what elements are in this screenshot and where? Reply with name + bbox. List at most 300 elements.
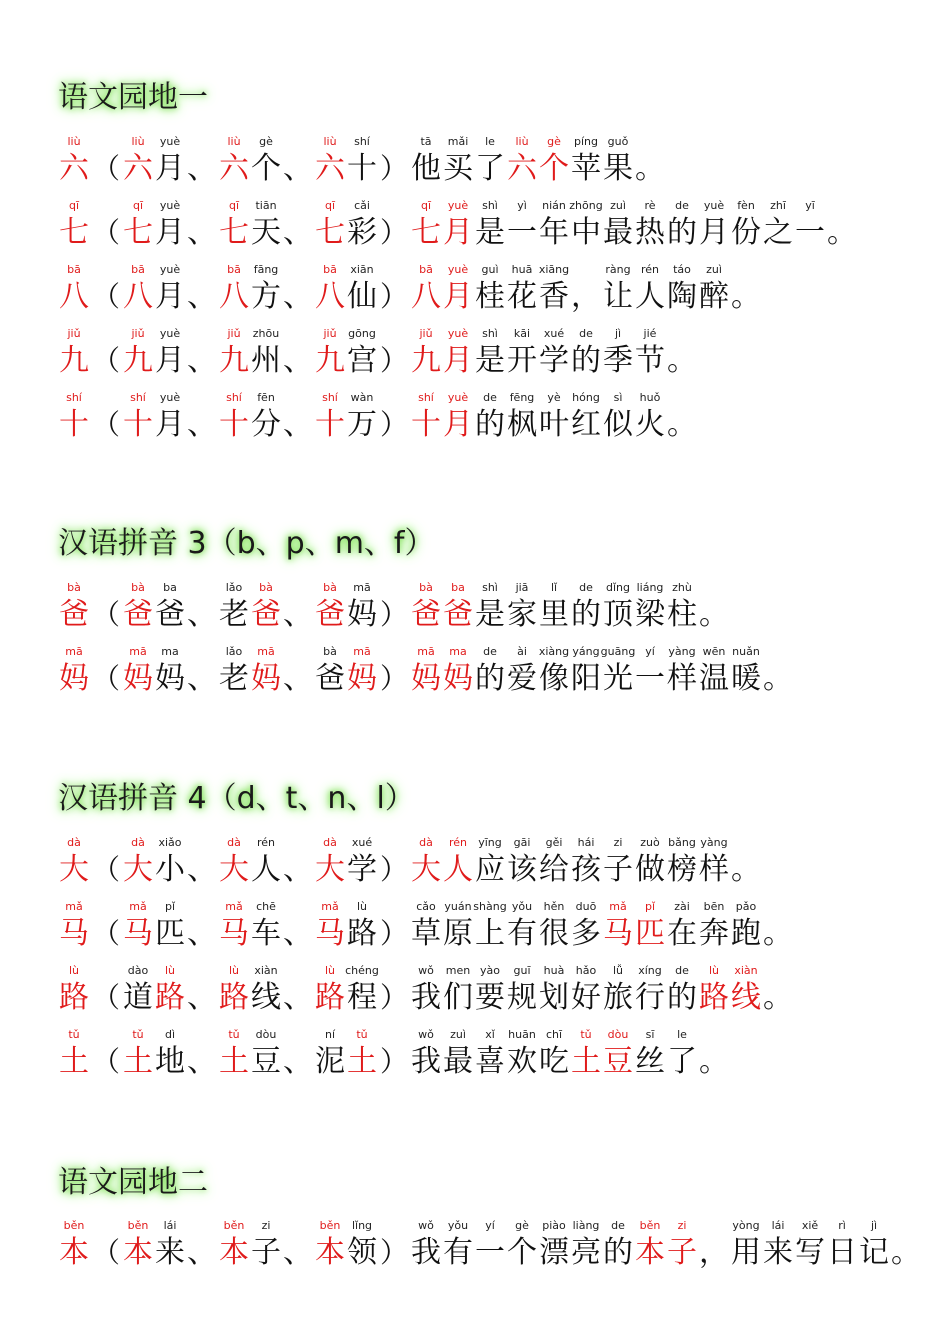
pinyin: běn <box>319 1219 341 1232</box>
character <box>474 644 506 698</box>
character <box>698 262 730 316</box>
pinyin: xiàng <box>538 645 570 658</box>
character <box>154 644 186 698</box>
hanzi: 叶 <box>539 407 569 442</box>
pinyin: ba <box>163 581 177 594</box>
pinyin: guì <box>481 263 499 276</box>
hanzi: 是 <box>475 597 505 632</box>
pinyin: bà <box>419 581 433 594</box>
character <box>506 835 538 889</box>
character <box>602 198 634 252</box>
pinyin: de <box>579 581 593 594</box>
pinyin: tiān <box>255 199 277 212</box>
hanzi: 热 <box>635 215 665 250</box>
pinyin: dà <box>131 836 145 849</box>
hanzi: 在 <box>667 916 697 951</box>
hanzi: 丝 <box>635 1044 665 1079</box>
hanzi: 八 <box>411 279 441 314</box>
pinyin: mǎ <box>225 900 243 913</box>
pinyin: tǔ <box>356 1028 368 1041</box>
highlighted-character <box>346 1027 378 1081</box>
hanzi: 、 <box>187 215 217 250</box>
hanzi: 妈 <box>123 661 153 696</box>
hanzi: 土 <box>347 1044 377 1079</box>
pinyin: qī <box>420 199 432 212</box>
character <box>314 1027 346 1081</box>
hanzi: 。 <box>763 980 793 1015</box>
pinyin: tǔ <box>68 1028 80 1041</box>
hanzi: 顶 <box>603 597 633 632</box>
hanzi: 万 <box>347 407 377 442</box>
pinyin: jì <box>614 327 622 340</box>
pinyin: de <box>483 645 497 658</box>
highlighted-character <box>122 580 154 634</box>
character <box>250 198 282 252</box>
hanzi: 子 <box>667 1235 697 1270</box>
pinyin: yuè <box>159 263 181 276</box>
pinyin: zuì <box>706 263 722 276</box>
pinyin: dòu <box>255 1028 277 1041</box>
character <box>698 580 730 634</box>
character <box>250 1027 282 1081</box>
highlighted-character <box>634 899 666 953</box>
highlighted-character <box>122 198 154 252</box>
pinyin: dà <box>323 836 337 849</box>
pinyin: shí <box>418 391 434 404</box>
hanzi: （ <box>91 981 120 1014</box>
character <box>346 963 378 1017</box>
hanzi: 年 <box>539 215 569 250</box>
pinyin: qī <box>228 199 240 212</box>
highlighted-character <box>634 1218 666 1272</box>
pinyin: nuǎn <box>732 645 760 658</box>
highlighted-character <box>58 262 90 316</box>
character <box>506 390 538 444</box>
hanzi: 七 <box>59 215 89 250</box>
pinyin: fèn <box>737 199 755 212</box>
hanzi: 、 <box>283 343 313 378</box>
hanzi: 路 <box>219 980 249 1015</box>
hanzi: ） <box>379 216 408 249</box>
character <box>762 963 794 1017</box>
pinyin: rén <box>256 836 276 849</box>
hanzi: 月 <box>155 215 185 250</box>
pinyin: gè <box>547 135 561 148</box>
character <box>666 198 698 252</box>
character <box>282 262 314 316</box>
character <box>90 835 122 889</box>
hanzi: 多 <box>571 916 601 951</box>
highlighted-character <box>250 580 282 634</box>
pinyin: hái <box>577 836 595 849</box>
hanzi: 、 <box>187 279 217 314</box>
character <box>346 262 378 316</box>
highlighted-character <box>410 262 442 316</box>
highlighted-character <box>410 326 442 380</box>
hanzi: 月 <box>443 407 473 442</box>
hanzi: 香 <box>539 279 569 314</box>
highlighted-character <box>218 390 250 444</box>
pinyin: liù <box>131 135 145 148</box>
highlighted-character <box>442 198 474 252</box>
hanzi: 大 <box>123 852 153 887</box>
hanzi: 、 <box>283 852 313 887</box>
hanzi: 我 <box>411 1235 441 1270</box>
character <box>570 580 602 634</box>
hanzi: 、 <box>283 1044 313 1079</box>
hanzi: 来 <box>763 1235 793 1270</box>
character <box>762 1218 794 1272</box>
highlighted-character <box>410 644 442 698</box>
highlighted-character <box>666 1218 698 1272</box>
character <box>570 1218 602 1272</box>
hanzi: 十 <box>347 151 377 186</box>
character <box>442 134 474 188</box>
character <box>826 198 858 252</box>
pinyin: zuì <box>450 1028 466 1041</box>
pinyin: tǔ <box>132 1028 144 1041</box>
hanzi: 一 <box>475 1235 505 1270</box>
highlighted-character <box>442 835 474 889</box>
hanzi: 的 <box>475 661 505 696</box>
hanzi: 枫 <box>507 407 537 442</box>
character <box>698 198 730 252</box>
character <box>282 1218 314 1272</box>
hanzi: 本 <box>59 1235 89 1270</box>
highlighted-character <box>218 835 250 889</box>
character <box>826 1218 858 1272</box>
hanzi: ） <box>379 152 408 185</box>
highlighted-character <box>602 899 634 953</box>
hanzi: 有 <box>507 916 537 951</box>
character <box>154 262 186 316</box>
hanzi: 。 <box>667 343 697 378</box>
pinyin: xǐ <box>485 1028 495 1041</box>
character <box>570 326 602 380</box>
hanzi: 八 <box>219 279 249 314</box>
hanzi: （ <box>91 280 120 313</box>
hanzi: 、 <box>283 151 313 186</box>
character <box>634 198 666 252</box>
character <box>474 134 506 188</box>
character <box>314 644 346 698</box>
hanzi: 我 <box>411 980 441 1015</box>
character <box>634 835 666 889</box>
hanzi: 匹 <box>155 916 185 951</box>
character <box>186 390 218 444</box>
character <box>378 1027 410 1081</box>
pinyin: nián <box>542 199 566 212</box>
hanzi: 做 <box>635 852 665 887</box>
hanzi: 买 <box>443 151 473 186</box>
character <box>218 580 250 634</box>
hanzi: 梁 <box>635 597 665 632</box>
character <box>346 390 378 444</box>
highlighted-character <box>58 134 90 188</box>
character <box>474 1027 506 1081</box>
hanzi: 本 <box>635 1235 665 1270</box>
character <box>250 1218 282 1272</box>
highlighted-character <box>154 963 186 1017</box>
pinyin: yuè <box>447 263 469 276</box>
hanzi: 欢 <box>507 1044 537 1079</box>
highlighted-character <box>410 390 442 444</box>
highlighted-character <box>122 1218 154 1272</box>
pinyin: lù <box>68 964 80 977</box>
hanzi: 记 <box>859 1235 889 1270</box>
character <box>698 1027 730 1081</box>
character <box>634 1027 666 1081</box>
highlighted-character <box>218 1027 250 1081</box>
section-heading: 汉语拼音 3（b、p、m、f） <box>58 526 435 561</box>
character <box>250 134 282 188</box>
pinyin: lǎo <box>225 645 243 658</box>
character <box>282 198 314 252</box>
pinyin: lǐng <box>351 1219 373 1232</box>
sentence-row <box>58 128 666 188</box>
hanzi: 写 <box>795 1235 825 1270</box>
hanzi: 很 <box>539 916 569 951</box>
pinyin: dào <box>127 964 149 977</box>
hanzi: 八 <box>59 279 89 314</box>
hanzi: 、 <box>187 407 217 442</box>
pinyin: jì <box>870 1219 878 1232</box>
pinyin: shì <box>482 199 498 212</box>
hanzi: （ <box>91 1236 120 1269</box>
pinyin: gěi <box>545 836 563 849</box>
hanzi: 了 <box>475 151 505 186</box>
hanzi: 、 <box>187 1235 217 1270</box>
pinyin: xíng <box>638 964 662 977</box>
hanzi: 路 <box>347 916 377 951</box>
hanzi: 七 <box>315 215 345 250</box>
pinyin: mā <box>417 645 435 658</box>
pinyin: xiě <box>801 1219 819 1232</box>
character <box>378 134 410 188</box>
highlighted-character <box>698 963 730 1017</box>
pinyin: dòu <box>607 1028 629 1041</box>
hanzi: 月 <box>443 279 473 314</box>
pinyin: men <box>445 964 471 977</box>
sentence-row <box>58 957 794 1017</box>
character <box>250 326 282 380</box>
pinyin: zhōu <box>252 327 280 340</box>
pinyin: bà <box>67 581 81 594</box>
hanzi: 七 <box>411 215 441 250</box>
hanzi: 节 <box>635 343 665 378</box>
hanzi: 、 <box>187 597 217 632</box>
pinyin: mā <box>65 645 83 658</box>
pinyin: yǒu <box>511 900 533 913</box>
pinyin: bēn <box>703 900 725 913</box>
character <box>634 644 666 698</box>
pinyin: lǐ <box>550 581 558 594</box>
character <box>602 644 634 698</box>
character <box>250 390 282 444</box>
character <box>378 262 410 316</box>
hanzi: 榜 <box>667 852 697 887</box>
pinyin: rì <box>838 1219 846 1232</box>
character <box>154 1027 186 1081</box>
character <box>346 134 378 188</box>
hanzi: 。 <box>891 1235 921 1270</box>
character <box>282 899 314 953</box>
highlighted-character <box>410 580 442 634</box>
character <box>90 326 122 380</box>
hanzi: 行 <box>635 980 665 1015</box>
character <box>154 580 186 634</box>
pinyin: wēn <box>702 645 726 658</box>
pinyin: xiàn <box>254 964 278 977</box>
hanzi: 老 <box>219 661 249 696</box>
hanzi: 车 <box>251 916 281 951</box>
character <box>186 326 218 380</box>
highlighted-character <box>58 1218 90 1272</box>
hanzi: 有 <box>443 1235 473 1270</box>
hanzi: 线 <box>731 980 761 1015</box>
character <box>90 644 122 698</box>
pinyin: yǒu <box>447 1219 469 1232</box>
hanzi: 个 <box>507 1235 537 1270</box>
hanzi: 是 <box>475 343 505 378</box>
pinyin: dì <box>164 1028 176 1041</box>
character <box>602 1218 634 1272</box>
character <box>346 835 378 889</box>
character <box>346 580 378 634</box>
character <box>378 899 410 953</box>
character <box>186 835 218 889</box>
highlighted-character <box>58 644 90 698</box>
pinyin: shì <box>482 581 498 594</box>
hanzi: （ <box>91 917 120 950</box>
pinyin: jiǔ <box>131 327 145 340</box>
pinyin: rén <box>640 263 660 276</box>
hanzi: 、 <box>187 343 217 378</box>
hanzi: 火 <box>635 407 665 442</box>
hanzi: 爸 <box>123 597 153 632</box>
hanzi: 泥 <box>315 1044 345 1079</box>
pinyin: mā <box>353 581 371 594</box>
hanzi: 匹 <box>635 916 665 951</box>
hanzi: ） <box>379 917 408 950</box>
character <box>154 326 186 380</box>
hanzi: 爸 <box>315 597 345 632</box>
highlighted-character <box>506 134 538 188</box>
hanzi: ） <box>379 344 408 377</box>
highlighted-character <box>122 1027 154 1081</box>
pinyin: xiǎo <box>158 836 182 849</box>
character <box>666 644 698 698</box>
character <box>186 644 218 698</box>
highlighted-character <box>410 835 442 889</box>
hanzi: 。 <box>667 407 697 442</box>
hanzi: 的 <box>571 343 601 378</box>
hanzi: 醉 <box>699 279 729 314</box>
pinyin: xiàn <box>734 964 758 977</box>
hanzi: 份 <box>731 215 761 250</box>
pinyin: mǎ <box>129 900 147 913</box>
highlighted-character <box>122 134 154 188</box>
character <box>154 899 186 953</box>
hanzi: ） <box>379 408 408 441</box>
character <box>506 899 538 953</box>
hanzi: （ <box>91 344 120 377</box>
hanzi: 们 <box>443 980 473 1015</box>
pinyin: hǎo <box>575 964 597 977</box>
hanzi: 豆 <box>251 1044 281 1079</box>
pinyin: yuè <box>159 199 181 212</box>
pinyin: wàn <box>350 391 374 404</box>
highlighted-character <box>314 262 346 316</box>
pinyin: gè <box>515 1219 529 1232</box>
pinyin: shí <box>226 391 242 404</box>
pinyin: bà <box>323 645 337 658</box>
pinyin: hěn <box>543 900 565 913</box>
pinyin: guāng <box>600 645 636 658</box>
hanzi: 土 <box>59 1044 89 1079</box>
hanzi: 的 <box>571 597 601 632</box>
pinyin: shàng <box>473 900 507 913</box>
character <box>154 1218 186 1272</box>
highlighted-character <box>122 390 154 444</box>
pinyin: wǒ <box>418 964 434 977</box>
pinyin: chéng <box>345 964 379 977</box>
pinyin: pǎo <box>735 900 757 913</box>
character <box>154 134 186 188</box>
character <box>698 899 730 953</box>
pinyin: yí <box>485 1219 495 1232</box>
character <box>506 963 538 1017</box>
hanzi: 上 <box>475 916 505 951</box>
character <box>474 1218 506 1272</box>
character <box>90 1027 122 1081</box>
pinyin: liáng <box>636 581 664 594</box>
character <box>250 963 282 1017</box>
pinyin: sì <box>613 391 623 404</box>
character <box>602 580 634 634</box>
hanzi: 。 <box>827 215 857 250</box>
hanzi: 妈 <box>251 661 281 696</box>
character <box>378 835 410 889</box>
character <box>282 390 314 444</box>
pinyin: lù <box>324 964 336 977</box>
hanzi: ） <box>379 1236 408 1269</box>
character <box>570 134 602 188</box>
hanzi: 原 <box>443 916 473 951</box>
pinyin: yuán <box>444 900 472 913</box>
pinyin: huǒ <box>639 391 661 404</box>
pinyin: chī <box>545 1028 563 1041</box>
pinyin: shí <box>322 391 338 404</box>
section-heading: 语文园地二 <box>58 1165 208 1200</box>
character <box>538 899 570 953</box>
hanzi: 最 <box>443 1044 473 1079</box>
hanzi: 、 <box>187 916 217 951</box>
character <box>506 580 538 634</box>
character <box>186 134 218 188</box>
character <box>858 1218 890 1272</box>
hanzi: 学 <box>539 343 569 378</box>
pinyin: yí <box>645 645 655 658</box>
pinyin: ràng <box>605 263 631 276</box>
character <box>698 644 730 698</box>
highlighted-character <box>58 963 90 1017</box>
character <box>442 963 474 1017</box>
character <box>506 262 538 316</box>
highlighted-character <box>314 326 346 380</box>
character <box>570 899 602 953</box>
character <box>282 1027 314 1081</box>
